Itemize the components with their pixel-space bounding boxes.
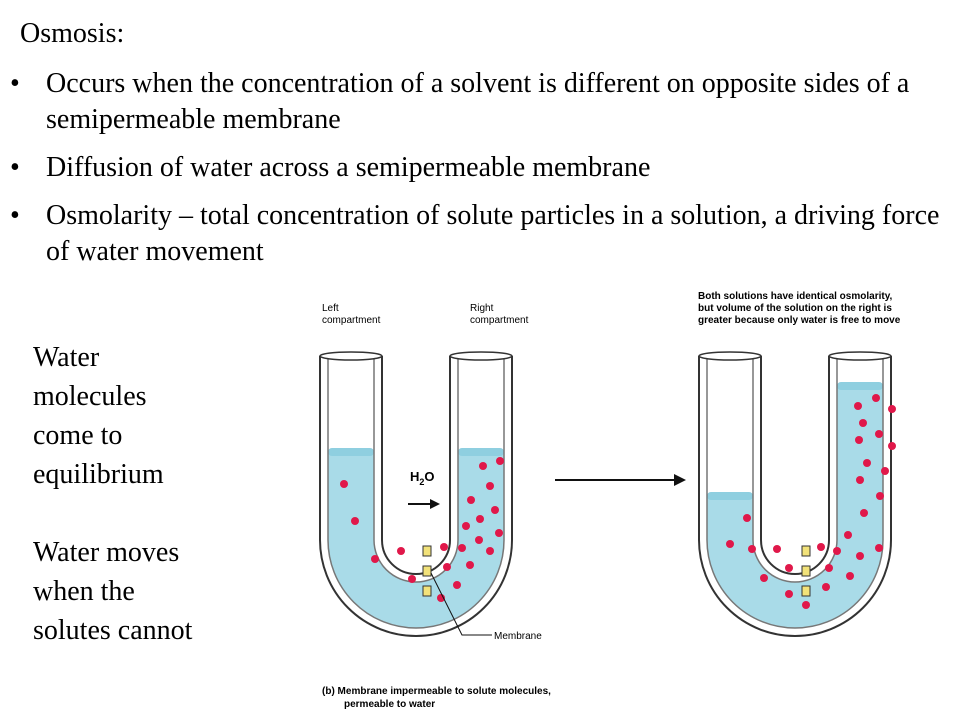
bullet-dot: • <box>10 152 20 183</box>
solute-particle <box>462 522 470 530</box>
solute-particle <box>773 545 781 553</box>
osmosis-diagram <box>300 285 960 720</box>
bullet-item <box>0 198 940 270</box>
h2o-label: $H_2O$ <box>410 469 435 487</box>
bullet-text: Occurs when the concentration of a solvent is different on opposite sides of a semipermeable membrane <box>46 68 910 135</box>
solute-particle <box>872 394 880 402</box>
side-note-line: come to <box>33 420 123 451</box>
solute-particle <box>881 467 889 475</box>
tube-rim-left <box>320 352 382 360</box>
membrane-pore <box>802 586 810 596</box>
bullet-text: Osmolarity – total concentration of solute particles in a solution, a driving force of water movement <box>46 200 940 267</box>
solute-particle <box>453 581 461 589</box>
solute-particle <box>855 436 863 444</box>
solute-particle <box>856 552 864 560</box>
solute-particle <box>825 564 833 572</box>
side-note-line: Water moves <box>33 537 180 568</box>
solute-particle <box>351 517 359 525</box>
solute-particle <box>748 545 756 553</box>
solute-particle <box>802 601 810 609</box>
bullet-text: Diffusion of water across a semipermeable membrane <box>46 152 651 183</box>
water-surface-left <box>707 492 753 500</box>
solute-particle <box>863 459 871 467</box>
solute-particle <box>340 480 348 488</box>
solute-particle <box>876 492 884 500</box>
solute-particle <box>408 575 416 583</box>
solute-particle <box>888 442 896 450</box>
water-surface-left <box>328 448 374 456</box>
tube-outline-inner <box>761 356 829 574</box>
solute-particle <box>859 419 867 427</box>
solute-particle <box>875 544 883 552</box>
solute-particle <box>495 529 503 537</box>
right-compartment-label-2: compartment <box>470 315 529 326</box>
solute-particle <box>486 482 494 490</box>
side-note-line: when the <box>33 576 135 607</box>
side-note-line: Water <box>33 342 100 373</box>
result-note-1: Both solutions have identical osmolarity, <box>698 291 893 302</box>
water-surface-right <box>458 448 504 456</box>
side-notes <box>33 338 273 650</box>
bullet-list <box>0 66 940 282</box>
solute-particle <box>785 590 793 598</box>
membrane-pore <box>423 546 431 556</box>
right-compartment-label-1: Right <box>470 303 494 314</box>
bullet-item <box>0 66 940 138</box>
solute-particle <box>860 509 868 517</box>
water-flow-arrowhead <box>430 499 440 509</box>
solute-particle <box>475 536 483 544</box>
membrane-label: Membrane <box>494 631 542 642</box>
left-compartment-label-2: compartment <box>322 315 381 326</box>
solute-particle <box>822 583 830 591</box>
solute-particle <box>833 547 841 555</box>
solute-particle <box>479 462 487 470</box>
bullet-dot: • <box>10 68 20 99</box>
solute-particle <box>458 544 466 552</box>
solute-particle <box>486 547 494 555</box>
solute-particle <box>467 496 475 504</box>
tube-rim-left <box>699 352 761 360</box>
solute-particle <box>491 506 499 514</box>
bullet-dot: • <box>10 200 20 231</box>
solute-particle <box>817 543 825 551</box>
membrane-pore <box>802 566 810 576</box>
membrane-pore <box>423 566 431 576</box>
slide-title: Osmosis: <box>20 18 125 49</box>
solute-particle <box>397 547 405 555</box>
solute-particle <box>854 402 862 410</box>
water-fill-after <box>707 386 883 628</box>
result-note-2: but volume of the solution on the right is <box>698 303 892 314</box>
left-compartment-label-1: Left <box>322 303 339 314</box>
solute-particle <box>856 476 864 484</box>
solute-particle <box>785 564 793 572</box>
spacer <box>33 494 273 533</box>
side-note-line: equilibrium <box>33 459 164 490</box>
membrane-pore <box>802 546 810 556</box>
solute-particle <box>743 514 751 522</box>
solute-particle <box>476 515 484 523</box>
solute-particle <box>888 405 896 413</box>
u-tube-before <box>320 352 542 642</box>
side-note-line: solutes cannot <box>33 615 193 646</box>
figure-caption-1: (b) Membrane impermeable to solute molecules, <box>322 686 551 697</box>
solute-particle <box>760 574 768 582</box>
water-surface-right <box>837 382 883 390</box>
solute-particle <box>875 430 883 438</box>
result-note-3: greater because only water is free to move <box>698 315 901 326</box>
figure-caption-2: permeable to water <box>344 699 436 710</box>
membrane-pore <box>423 586 431 596</box>
solute-particle <box>371 555 379 563</box>
solute-particle <box>496 457 504 465</box>
side-note-line: molecules <box>33 381 147 412</box>
bullet-item <box>0 150 940 186</box>
solute-particle <box>844 531 852 539</box>
tube-outline-inner <box>382 356 450 574</box>
solute-particle <box>440 543 448 551</box>
solute-particle <box>726 540 734 548</box>
tube-rim-right <box>829 352 891 360</box>
tube-rim-right <box>450 352 512 360</box>
u-tube-after <box>699 352 896 636</box>
solute-particle <box>466 561 474 569</box>
solute-particle <box>846 572 854 580</box>
transition-arrowhead <box>674 474 686 486</box>
solute-particle <box>443 563 451 571</box>
